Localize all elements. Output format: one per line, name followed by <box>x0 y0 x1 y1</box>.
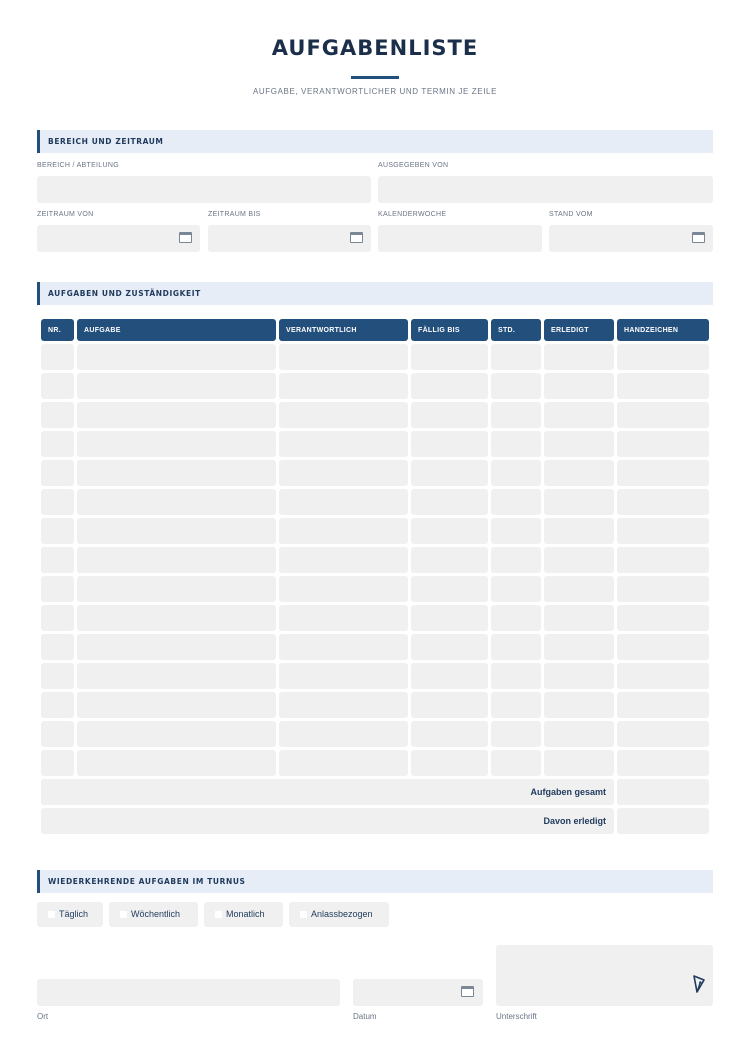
table-cell[interactable] <box>77 344 276 370</box>
table-cell[interactable] <box>544 634 614 660</box>
column-header-nr: NR. <box>41 319 74 341</box>
task-table <box>38 316 712 837</box>
option-taeglich[interactable] <box>37 902 103 927</box>
option-label: Monatlich <box>226 909 265 919</box>
table-cell[interactable] <box>491 460 541 486</box>
table-cell[interactable] <box>491 721 541 747</box>
table-cell[interactable] <box>617 576 709 602</box>
table-cell[interactable] <box>544 518 614 544</box>
table-cell[interactable] <box>41 518 74 544</box>
unterschrift-label: Unterschrift <box>496 1012 537 1021</box>
bereich-label: BEREICH / ABTEILUNG <box>37 162 119 169</box>
table-cell[interactable] <box>279 634 408 660</box>
table-cell[interactable] <box>41 373 74 399</box>
table-cell[interactable] <box>411 663 488 689</box>
total-label: Aufgaben gesamt <box>41 779 614 805</box>
table-row <box>41 576 709 602</box>
section-header-turnus <box>37 870 713 893</box>
table-cell[interactable] <box>77 634 276 660</box>
option-anlassbezogen[interactable] <box>289 902 389 927</box>
table-cell[interactable] <box>617 750 709 776</box>
ausgegeben-field[interactable] <box>378 176 713 203</box>
table-cell[interactable] <box>491 344 541 370</box>
table-row <box>41 750 709 776</box>
table-cell[interactable] <box>279 460 408 486</box>
table-cell[interactable] <box>617 663 709 689</box>
column-header-handzeichen: HANDZEICHEN <box>617 319 709 341</box>
table-cell[interactable] <box>77 692 276 718</box>
table-cell[interactable] <box>279 721 408 747</box>
page-subtitle: AUFGABE, VERANTWORTLICHER UND TERMIN JE ZEILE <box>252 87 498 96</box>
table-cell[interactable] <box>491 518 541 544</box>
table-cell[interactable] <box>77 402 276 428</box>
option-label: Anlassbezogen <box>311 909 373 919</box>
done-label: Davon erledigt <box>41 808 614 834</box>
kalenderwoche-label: KALENDERWOCHE <box>378 211 447 218</box>
table-cell[interactable] <box>77 663 276 689</box>
summary-row-total <box>41 779 709 805</box>
table-row <box>41 344 709 370</box>
section-title: BEREICH UND ZEITRAUM <box>48 137 164 146</box>
table-cell[interactable] <box>617 518 709 544</box>
table-cell[interactable] <box>411 692 488 718</box>
option-woechentlich[interactable] <box>109 902 198 927</box>
ort-field[interactable] <box>37 979 340 1006</box>
table-row <box>41 402 709 428</box>
table-row <box>41 605 709 631</box>
table-cell[interactable] <box>77 750 276 776</box>
table-row <box>41 547 709 573</box>
calendar-icon[interactable] <box>350 232 363 243</box>
section-title: WIEDERKEHRENDE AUFGABEN IM TURNUS <box>48 877 246 886</box>
table-cell[interactable] <box>617 344 709 370</box>
table-row <box>41 721 709 747</box>
table-cell[interactable] <box>491 547 541 573</box>
table-cell[interactable] <box>279 489 408 515</box>
table-cell[interactable] <box>544 402 614 428</box>
table-cell[interactable] <box>41 460 74 486</box>
table-cell[interactable] <box>411 460 488 486</box>
table-row <box>41 489 709 515</box>
table-cell[interactable] <box>491 605 541 631</box>
table-cell[interactable] <box>77 721 276 747</box>
zeitraum-bis-label: ZEITRAUM BIS <box>208 211 261 218</box>
table-cell[interactable] <box>491 373 541 399</box>
table-cell[interactable] <box>411 402 488 428</box>
table-row <box>41 663 709 689</box>
option-label: Täglich <box>59 909 89 919</box>
calendar-icon[interactable] <box>692 232 705 243</box>
table-cell[interactable] <box>279 344 408 370</box>
table-cell[interactable] <box>544 431 614 457</box>
table-cell[interactable] <box>279 750 408 776</box>
column-header-aufgabe: AUFGABE <box>77 319 276 341</box>
signature-field[interactable] <box>496 945 713 1006</box>
table-cell[interactable] <box>617 373 709 399</box>
table-cell[interactable] <box>617 692 709 718</box>
table-cell[interactable] <box>77 576 276 602</box>
table-cell[interactable] <box>491 750 541 776</box>
table-cell[interactable] <box>411 576 488 602</box>
bereich-field[interactable] <box>37 176 371 203</box>
table-cell[interactable] <box>77 518 276 544</box>
table-cell[interactable] <box>41 663 74 689</box>
table-cell[interactable] <box>617 489 709 515</box>
table-cell[interactable] <box>617 460 709 486</box>
table-cell[interactable] <box>41 721 74 747</box>
task-table-body <box>41 344 709 834</box>
datum-field[interactable] <box>353 979 483 1006</box>
section-header-bereich <box>37 130 713 153</box>
table-cell[interactable] <box>544 605 614 631</box>
checkbox[interactable] <box>119 910 128 919</box>
column-header-erledigt: ERLEDIGT <box>544 319 614 341</box>
table-header-row <box>41 319 709 341</box>
table-cell[interactable] <box>544 489 614 515</box>
checkbox[interactable] <box>299 910 308 919</box>
kalenderwoche-field[interactable] <box>378 225 542 252</box>
table-cell[interactable] <box>279 692 408 718</box>
table-cell[interactable] <box>544 576 614 602</box>
zeitraum-von-field[interactable] <box>37 225 200 252</box>
summary-row-done <box>41 808 709 834</box>
calendar-icon[interactable] <box>461 986 474 997</box>
table-cell[interactable] <box>544 721 614 747</box>
table-row <box>41 634 709 660</box>
table-cell[interactable] <box>411 721 488 747</box>
table-cell[interactable] <box>41 750 74 776</box>
table-cell[interactable] <box>411 431 488 457</box>
ort-label: Ort <box>37 1012 49 1021</box>
table-cell[interactable] <box>279 547 408 573</box>
table-cell[interactable] <box>411 547 488 573</box>
table-cell[interactable] <box>617 547 709 573</box>
datum-label: Datum <box>353 1012 377 1021</box>
calendar-icon[interactable] <box>179 232 192 243</box>
checkbox[interactable] <box>214 910 223 919</box>
table-cell[interactable] <box>77 460 276 486</box>
zeitraum-bis-field[interactable] <box>208 225 371 252</box>
table-cell[interactable] <box>279 431 408 457</box>
table-cell[interactable] <box>77 605 276 631</box>
section-header-aufgaben <box>37 282 713 305</box>
table-cell[interactable] <box>41 431 74 457</box>
table-cell[interactable] <box>491 634 541 660</box>
table-cell[interactable] <box>279 605 408 631</box>
table-cell[interactable] <box>411 750 488 776</box>
table-cell[interactable] <box>41 489 74 515</box>
zeitraum-von-label: ZEITRAUM VON <box>37 211 94 218</box>
table-cell[interactable] <box>41 692 74 718</box>
checkbox[interactable] <box>47 910 56 919</box>
table-cell[interactable] <box>279 518 408 544</box>
table-cell[interactable] <box>617 605 709 631</box>
table-row <box>41 431 709 457</box>
option-monatlich[interactable] <box>204 902 283 927</box>
table-cell[interactable] <box>77 373 276 399</box>
pen-nib-icon <box>692 974 706 999</box>
table-cell[interactable] <box>544 750 614 776</box>
table-cell[interactable] <box>279 663 408 689</box>
table-cell[interactable] <box>544 344 614 370</box>
table-cell[interactable] <box>411 518 488 544</box>
table-row <box>41 518 709 544</box>
table-cell[interactable] <box>617 402 709 428</box>
table-cell[interactable] <box>41 576 74 602</box>
table-cell[interactable] <box>544 547 614 573</box>
table-cell[interactable] <box>491 489 541 515</box>
stand-vom-label: STAND VOM <box>549 211 593 218</box>
table-cell[interactable] <box>411 605 488 631</box>
table-cell[interactable] <box>41 605 74 631</box>
table-cell[interactable] <box>491 431 541 457</box>
table-cell[interactable] <box>491 402 541 428</box>
ausgegeben-label: AUSGEGEBEN VON <box>378 162 449 169</box>
table-cell[interactable] <box>544 373 614 399</box>
table-cell[interactable] <box>411 373 488 399</box>
total-value-cell[interactable] <box>617 779 709 805</box>
option-label: Wöchentlich <box>131 909 181 919</box>
column-header-faellig-bis: FÄLLIG BIS <box>411 319 488 341</box>
table-cell[interactable] <box>411 634 488 660</box>
column-header-verantwortlich: VERANTWORTLICH <box>279 319 408 341</box>
table-cell[interactable] <box>617 431 709 457</box>
section-title: AUFGABEN UND ZUSTÄNDIGKEIT <box>48 289 201 298</box>
table-cell[interactable] <box>77 489 276 515</box>
done-value-cell[interactable] <box>617 808 709 834</box>
page-title: AUFGABENLISTE <box>271 36 479 60</box>
table-cell[interactable] <box>411 489 488 515</box>
table-cell[interactable] <box>41 344 74 370</box>
table-cell[interactable] <box>544 692 614 718</box>
table-cell[interactable] <box>491 692 541 718</box>
table-cell[interactable] <box>279 402 408 428</box>
table-cell[interactable] <box>279 373 408 399</box>
column-header-std: STD. <box>491 319 541 341</box>
table-cell[interactable] <box>41 634 74 660</box>
table-cell[interactable] <box>411 344 488 370</box>
table-cell[interactable] <box>617 721 709 747</box>
table-cell[interactable] <box>41 402 74 428</box>
table-cell[interactable] <box>617 634 709 660</box>
table-row <box>41 692 709 718</box>
title-divider <box>351 76 399 79</box>
stand-vom-field[interactable] <box>549 225 713 252</box>
table-cell[interactable] <box>544 663 614 689</box>
table-cell[interactable] <box>544 460 614 486</box>
table-cell[interactable] <box>279 576 408 602</box>
table-cell[interactable] <box>491 576 541 602</box>
table-row <box>41 373 709 399</box>
table-row <box>41 460 709 486</box>
table-cell[interactable] <box>77 431 276 457</box>
table-cell[interactable] <box>491 663 541 689</box>
table-cell[interactable] <box>77 547 276 573</box>
table-cell[interactable] <box>41 547 74 573</box>
